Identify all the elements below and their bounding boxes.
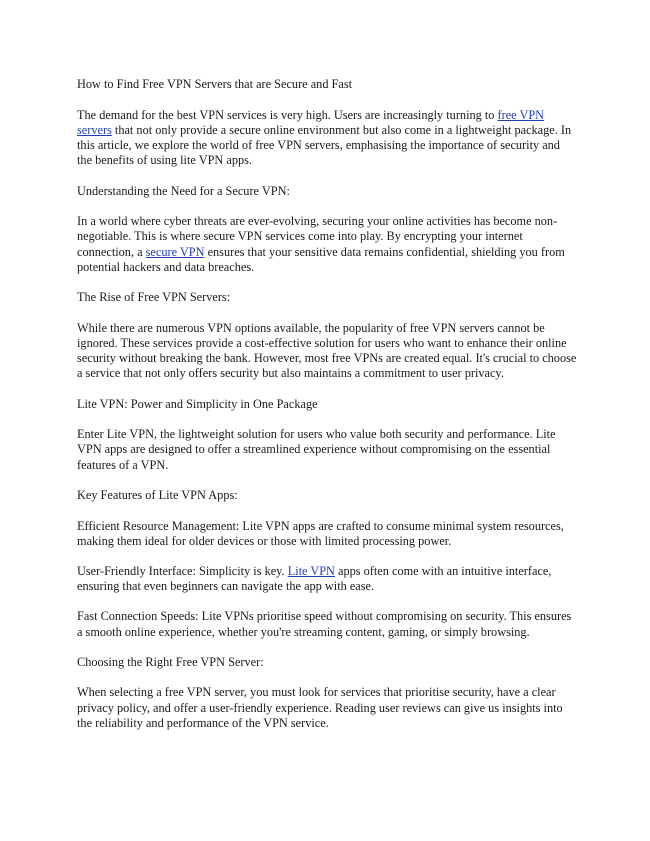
feature2-text-before: User-Friendly Interface: Simplicity is key. (77, 563, 288, 578)
secure-vpn-text-after: ensures that your sensitive data remains confidential, shielding you from potential hackers and data breaches. (77, 244, 565, 274)
document-page (77, 77, 577, 746)
section-heading-choosing-server: Choosing the Right Free VPN Server: (77, 654, 264, 669)
rise-free-vpn-paragraph: While there are numerous VPN options available, the popularity of free VPN servers cannot be ignored. These services provide a cost-effective solution for users who want to enhance their online security without breaking the bank. However, most free VPNs are created equal. It's crucial to choose a service that not only offers security but also maintains a commitment to user privacy. (77, 320, 577, 381)
secure-vpn-text-before: In a world where cyber threats are ever-evolving, securing your online activities has become non-negotiable. This is where secure VPN services come into play. By encrypting your internet connection, a (77, 214, 558, 259)
feature-fast-connection: Fast Connection Speeds: Lite VPNs prioritise speed without compromising on security. This ensures a smooth online experience, whether you're streaming content, gaming, or simply browsing. (77, 609, 572, 639)
feature-user-friendly-interface (77, 564, 577, 594)
lite-vpn-paragraph: Enter Lite VPN, the lightweight solution for users who value both security and performance. Lite VPN apps are designed to offer a streamlined experience without compromising on the essential features of a VPN. (77, 427, 556, 472)
secure-vpn-link[interactable]: secure VPN (145, 244, 205, 259)
secure-vpn-paragraph (77, 214, 577, 275)
free-vpn-servers-link[interactable]: free VPN servers (77, 107, 545, 137)
section-heading-key-features: Key Features of Lite VPN Apps: (77, 487, 238, 502)
feature2-text-after: apps often come with an intuitive interface, ensuring that even beginners can navigate the app with ease. (77, 563, 552, 594)
intro-text-after: that not only provide a secure online environment but also come in a lightweight package. In this article, we explore the world of free VPN servers, emphasising the importance of security and the benefits of using lite VPN apps. (77, 122, 572, 168)
document-title: How to Find Free VPN Servers that are Secure and Fast (77, 77, 353, 91)
section-heading-lite-vpn: Lite VPN: Power and Simplicity in One Package (77, 396, 318, 411)
intro-text-before: The demand for the best VPN services is very high. Users are increasingly turning to (77, 107, 498, 122)
choosing-server-paragraph: When selecting a free VPN server, you must look for services that prioritise security, have a clear privacy policy, and offer a user-friendly experience. Reading user reviews can give us insights into the reliability and performance of the VPN service. (77, 685, 563, 730)
lite-vpn-link[interactable]: Lite VPN (287, 563, 335, 578)
intro-paragraph (77, 108, 577, 169)
section-heading-secure-vpn: Understanding the Need for a Secure VPN: (77, 183, 290, 198)
section-heading-rise-free-vpn: The Rise of Free VPN Servers: (77, 290, 231, 305)
feature-resource-management: Efficient Resource Management: Lite VPN apps are crafted to consume minimal system resources, making them ideal for older devices or those with limited processing power. (77, 518, 564, 548)
